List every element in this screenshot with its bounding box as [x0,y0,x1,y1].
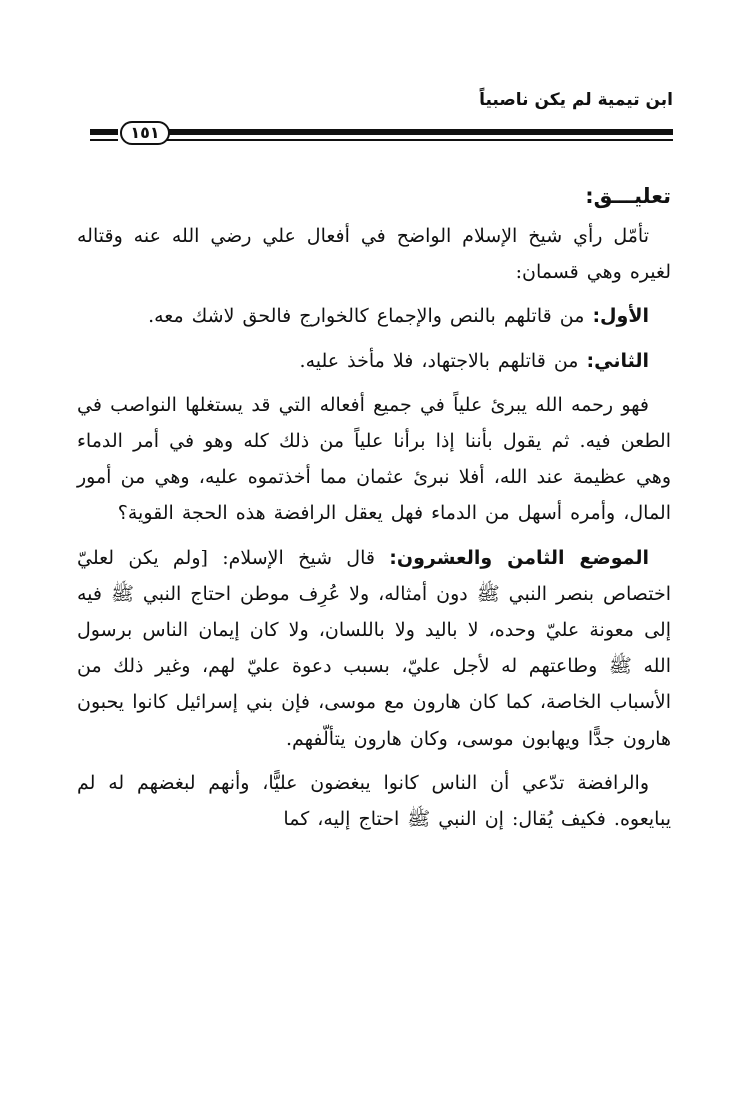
second-case-label: الثاني: [586,349,649,372]
closing-paragraph: والرافضة تدّعي أن الناس كانوا يبغضون عليًّا، وأنهم لبغضهم له لم يبايعوه. فكيف يُقال: إن النبي ﷺ احتاج إليه، كما [77,771,671,831]
quote-paragraph [77,540,671,757]
paragraph-gap [77,757,671,765]
second-case-text: من قاتلهم بالاجتهاد، فلا مأخذ عليه. [299,349,587,372]
first-case-label: الأول: [592,305,649,328]
quote-text: قال شيخ الإسلام: [ولم يكن لعليّ اختصاص بنصر النبي ﷺ دون أمثاله، ولا عُرِف موطن احتاج النبي ﷺ فيه إلى معونة عليّ وحده، لا باليد ولا باللسان، ولا كان إيمان الناس برسول الله ﷺ وطاعتهم له لأجل عليّ، بسبب دعوة عليّ لهم، وغير ذلك من الأسباب الخاصة، كما كان هارون مع موسى، فإن بني إسرائيل كانوا يحبون هارون جدًّا ويهابون موسى، وكان هارون يتألّفهم. [77,546,671,750]
quote-label: الموضع الثامن والعشرون: [389,546,650,569]
page-number: ١٥١ [120,121,170,145]
second-case-paragraph [77,343,671,379]
header-rule-thin [167,139,673,141]
header-rule-thick [167,129,673,135]
commentary-paragraph: فهو رحمه الله يبرئ علياً في جميع أفعاله التي قد يستغلها النواصب في الطعن فيه. ثم يقول بأننا إذا برأنا علياً من ذلك كله وهو في أمر الدماء وهي عظيمة عند الله، أفلا نبرئ عثمان مما أخذتموه عليه، وهي من أمور المال، وأمره أسهل من الدماء فهل يعقل الرافضة هذه الحجة القوية؟ [77,393,672,525]
paragraph-gap [77,335,671,343]
running-title: ابن تيمية لم يكن ناصبياً [479,90,673,110]
intro-paragraph: تأمّل رأي شيخ الإسلام الواضح في أفعال علي رضي الله عنه وقتاله لغيره وهي قسمان: [77,225,671,284]
paragraph-gap [77,379,671,387]
paragraph-gap [77,290,671,298]
header-rule-left-thin [90,139,118,141]
first-case-text: من قاتلهم بالنص والإجماع كالخوارج فالحق لاشك معه. [148,305,593,328]
first-case-paragraph [77,298,671,334]
paragraph-gap [77,532,671,540]
comment-heading: تعليـــق: [585,184,671,208]
header-rule-left-thick [90,129,118,135]
page-body [77,176,671,837]
